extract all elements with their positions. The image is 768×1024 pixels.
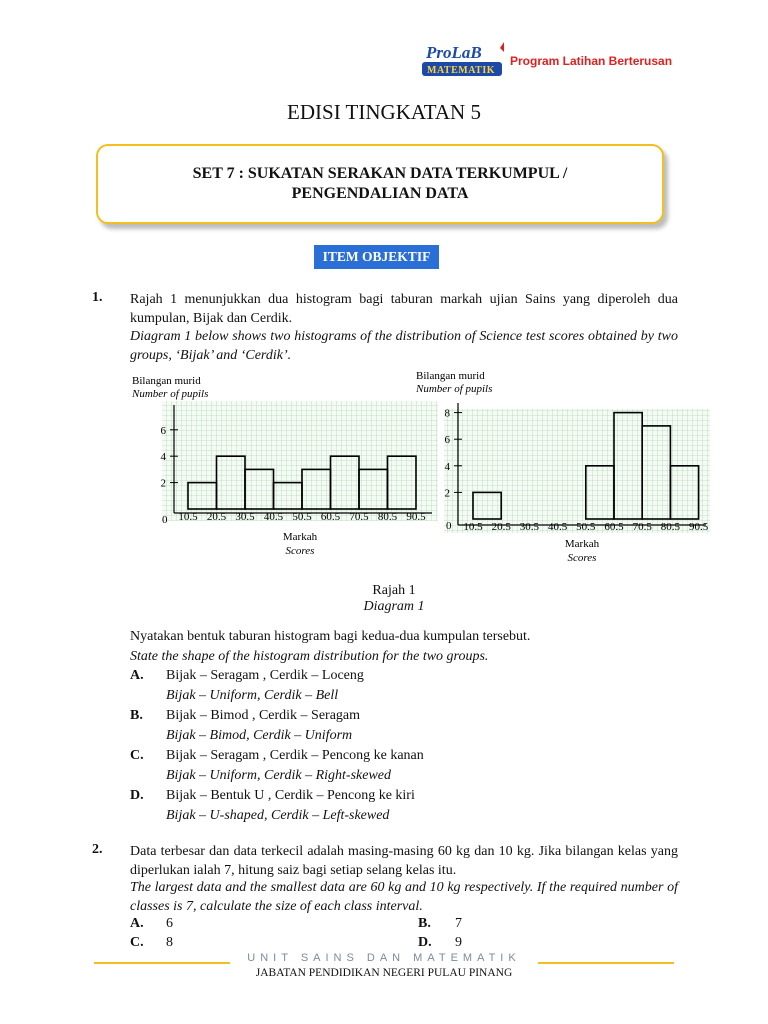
q1-option-english: Bijak – U-shaped, Cerdik – Left-skewed [166,808,390,823]
bijak-xtick-label: 70.5 [349,511,369,523]
section-label: ITEM OBJEKTIF [314,245,439,269]
cerdik-xtick-label: 60.5 [604,521,624,533]
q1-option-letter: A. [130,668,144,683]
q2-option-c-value: 8 [166,935,173,950]
q1-number: 1. [92,290,103,305]
cerdik-xtick-label: 20.5 [491,521,511,533]
cerdik-ytick-label: 8 [444,407,450,420]
q2-option-d-letter: D. [418,935,432,950]
cerdik-ylabel: Bilangan murid [416,370,485,382]
cerdik-xtick-label: 50.5 [576,521,596,533]
q1-option-letter: C. [130,748,144,763]
prolab-logo [420,40,506,84]
bijak-xlabel: Markah [282,531,318,543]
cerdik-xtick-label: 40.5 [547,521,568,533]
bijak-ylabel: Bilangan murid [132,375,201,387]
diagram-caption-malay: Rajah 1 [372,583,416,598]
cerdik-xtick-label: 30.5 [519,521,540,533]
q2-option-c-letter: C. [130,935,144,950]
histogram-cerdik [412,365,712,575]
bijak-xtick-label: 60.5 [320,511,341,523]
q2-option-b-letter: B. [418,916,431,931]
q1-text-english: Diagram 1 below shows two histograms of the distribution of Science test scores obtained by two groups, ‘Bijak’ and ‘Cerdik’. [130,329,678,363]
q2-text-malay: Data terbesar dan data terkecil adalah masing-masing 60 kg dan 10 kg. Jika bilangan kelas yang diperlukan ialah 7, hitung saiz bagi setiap selang kelas itu. [130,844,678,878]
q1-option-malay: Bijak – Seragam , Cerdik – Pencong ke kanan [166,748,424,763]
q1-ask-malay: Nyatakan bentuk taburan histogram bagi kedua-dua kumpulan tersebut. [130,629,531,644]
footer-unit: UNIT SAINS DAN MATEMATIK [247,952,521,964]
cerdik-ytick-label: 6 [444,434,450,447]
q1-option-english: Bijak – Uniform, Cerdik – Bell [166,688,339,703]
diagram-caption-english: Diagram 1 [363,599,425,614]
q2-text-english: The largest data and the smallest data are 60 kg and 10 kg respectively. If the required number of classes is 7, calculate the size of each class interval. [130,880,678,914]
bijak-origin: 0 [162,514,168,526]
q1-option-malay: Bijak – Seragam , Cerdik – Loceng [166,668,364,683]
bijak-xtick-label: 30.5 [235,511,255,523]
cerdik-ylabel-en: Number of pupils [416,383,493,395]
bijak-ytick-label: 6 [160,424,166,437]
histogram-bijak [126,365,438,565]
q2-option-d-value: 9 [455,935,462,950]
bijak-xtick-label: 50.5 [292,511,312,523]
bijak-xlabel-en: Scores [285,545,315,557]
set-title-box [96,144,664,224]
cerdik-xtick-label: 90.5 [688,521,709,533]
q1-option-english: Bijak – Uniform, Cerdik – Right-skewed [166,768,391,783]
cerdik-xtick-label: 70.5 [632,521,652,533]
bijak-ytick-label: 2 [160,477,166,490]
cerdik-origin: 0 [446,520,452,532]
q1-option-malay: Bijak – Bimod , Cerdik – Seragam [166,708,361,723]
q1-option-malay: Bijak – Bentuk U , Cerdik – Pencong ke kiri [166,788,415,803]
q1-option-letter: D. [130,788,144,803]
q1-option-english: Bijak – Bimod, Cerdik – Uniform [166,728,353,743]
bijak-ylabel-en: Number of pupils [132,388,209,400]
set-title-line1: SET 7 : SUKATAN SERAKAN DATA TERKUMPUL / [192,165,568,182]
cerdik-ytick-label: 4 [444,460,450,473]
q2-option-a-letter: A. [130,916,144,931]
cerdik-xtick-label: 10.5 [463,521,483,533]
tagline: Program Latihan Berterusan [510,54,673,68]
q1-ask-english: State the shape of the histogram distribution for the two groups. [130,649,489,664]
bijak-xtick-label: 20.5 [206,511,227,523]
bijak-ytick-label: 4 [160,451,166,464]
q1-text-malay: Rajah 1 menunjukkan dua histogram bagi taburan markah ujian Sains yang diperoleh dua kumpulan, Bijak dan Cerdik. [130,292,678,326]
bijak-xtick-label: 40.5 [263,511,284,523]
logo-line1: ProLaB [426,43,482,62]
cerdik-xlabel: Markah [564,538,600,550]
logo-graphic [420,40,506,84]
q2-option-a-value: 6 [166,916,173,931]
q2-option-b-value: 7 [455,916,462,931]
q1-option-letter: B. [130,708,143,723]
cerdik-xtick-label: 80.5 [660,521,681,533]
cerdik-ytick-label: 2 [444,487,450,500]
cerdik-xlabel-en: Scores [567,552,597,564]
bijak-xtick-label: 90.5 [406,511,426,523]
bijak-xtick-label: 80.5 [377,511,398,523]
q2-number: 2. [92,842,103,857]
footer-department: JABATAN PENDIDIKAN NEGERI PULAU PINANG [255,967,513,979]
logo-line2: MATEMATIK [427,65,496,76]
set-title-line2: PENGENDALIAN DATA [291,185,469,202]
edition-title: EDISI TINGKATAN 5 [287,100,481,124]
bijak-xtick-label: 10.5 [178,511,198,523]
